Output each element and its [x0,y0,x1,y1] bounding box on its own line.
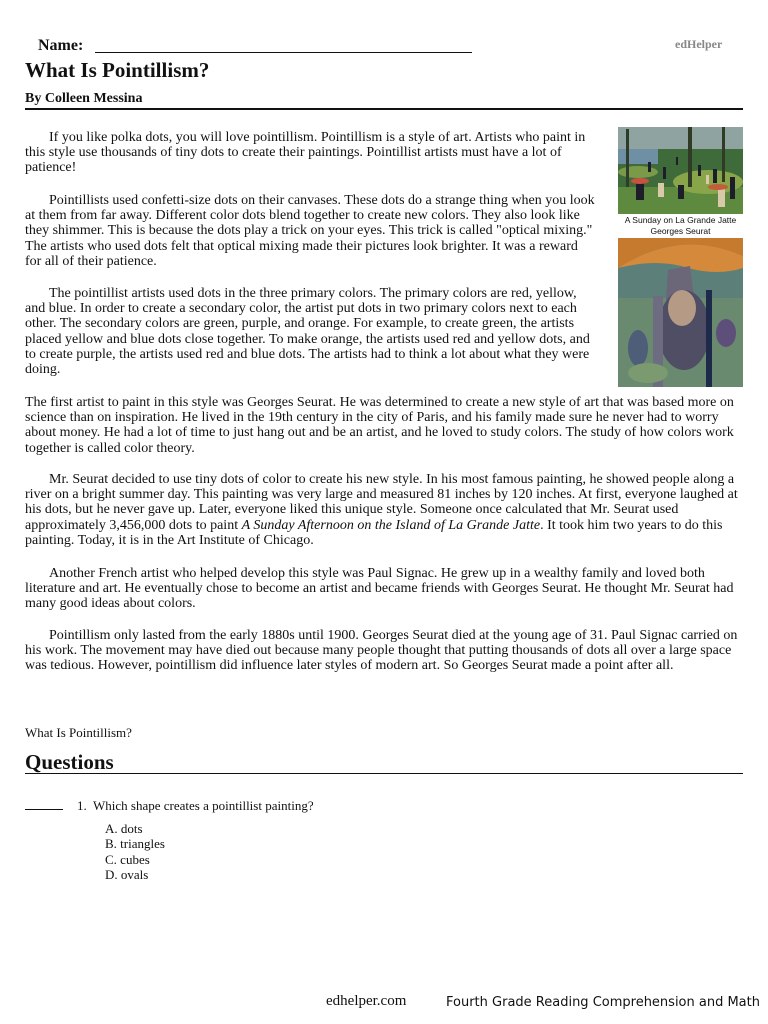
brand-logo-text: edHelper [675,37,723,51]
answer-option-a: A. dots [105,821,143,836]
painting-caption: A Sunday on La Grande Jatte Georges Seurat [624,215,737,236]
questions-divider [25,773,743,774]
article-paragraph-3: The pointillist artists used dots in the three primary colors. The primary colors are red, yellow, and blue. In order to create a secondary color, the artist put dots in two primary colors next to each other. The secondary colors are green, purple, and orange. For example, to create green, the artists placed yellow and blue dots close together. To make orange, the artists used red and yellow dots, and to create purple, the artists used red and blue dots. The artists had to think a lot about what they were doing. [25,286,590,378]
article-paragraph-6: Another French artist who helped develop this style was Paul Signac. He grew up in a wealthy family and loved both literature and art. He eventually chose to become an artist and became friends with Georges Seurat. He thought Mr. Seurat had many good ideas about colors. [25,566,734,612]
answer-blank[interactable] [25,809,63,810]
page-title: What Is Pointillism? [25,58,210,82]
grande-jatte-painting-image [618,127,743,214]
footer-description: Fourth Grade Reading Comprehension and Math [446,995,760,1010]
painting-detail-image [618,238,743,387]
questions-heading: Questions [25,750,114,774]
article-paragraph-1: If you like polka dots, you will love pointillism. Pointillism is a style of art. Artists who paint in this style use thousands of tiny dots to create their paintings. Pointillist artists must have a lot of patience! [25,130,586,176]
painting-title: A Sunday Afternoon on the Island of La Grande Jatte [241,517,541,533]
article-paragraph-2: Pointillists used confetti-size dots on their canvases. These dots do a strange thing when you look at them from far away. Different color dots blend together to create new colors. They also look like they shimmer. This is because the dots play a trick on your eyes. This trick is called "optical mixing." The artists who used dots felt that optical mixing made their pictures look brighter. It was a reward for all of their patience. [25,193,595,269]
answer-option-c: C. cubes [105,852,150,867]
header-divider [25,108,743,110]
article-paragraph-5: Mr. Seurat decided to use tiny dots of color to create his new style. In his most famous painting, he showed people along a river on a bright summer day. This painting was very large and measured 81 inches by 120 inches. At first, everyone laughed at his dots, but he never gave up. Later, everyone liked this unique style. Someone once calculated that Mr. Seurat used approximately 3,456,000 dots to paint A Sunday Afternoon on the Island of La Grande Jatte. It took him two years to do this painting. Today, it is in the Art Institute of Chicago. [25,472,738,548]
article-paragraph-4: The first artist to paint in this style was Georges Seurat. He was determined to create a new style of art that was based more on science than on inspiration. He lived in the 19th century in the city of Paris, and his family made sure he never had to worry about money. He had a lot of time to just hang out and be an artist, and he loved to study colors. The study of how colors work together is called color theory. [25,395,734,456]
name-blank-line [95,52,472,53]
byline: By Colleen Messina [25,91,143,106]
article-paragraph-7: Pointillism only lasted from the early 1880s until 1900. Georges Seurat died at the young age of 31. Paul Signac carried on his work. The movement may have died out because many people thought that putting thousands of dots all over a large space was tedious. However, pointillism did influence later styles of modern art. So Georges Seurat made a point after all. [25,628,738,674]
answer-option-b: B. triangles [105,836,165,851]
footer-brand: edhelper.com [326,993,407,1009]
section-title: What Is Pointillism? [25,725,132,740]
answer-option-d: D. ovals [105,867,149,882]
question-1: 1. Which shape creates a pointillist painting? [77,798,314,813]
name-label: Name: [38,37,84,54]
